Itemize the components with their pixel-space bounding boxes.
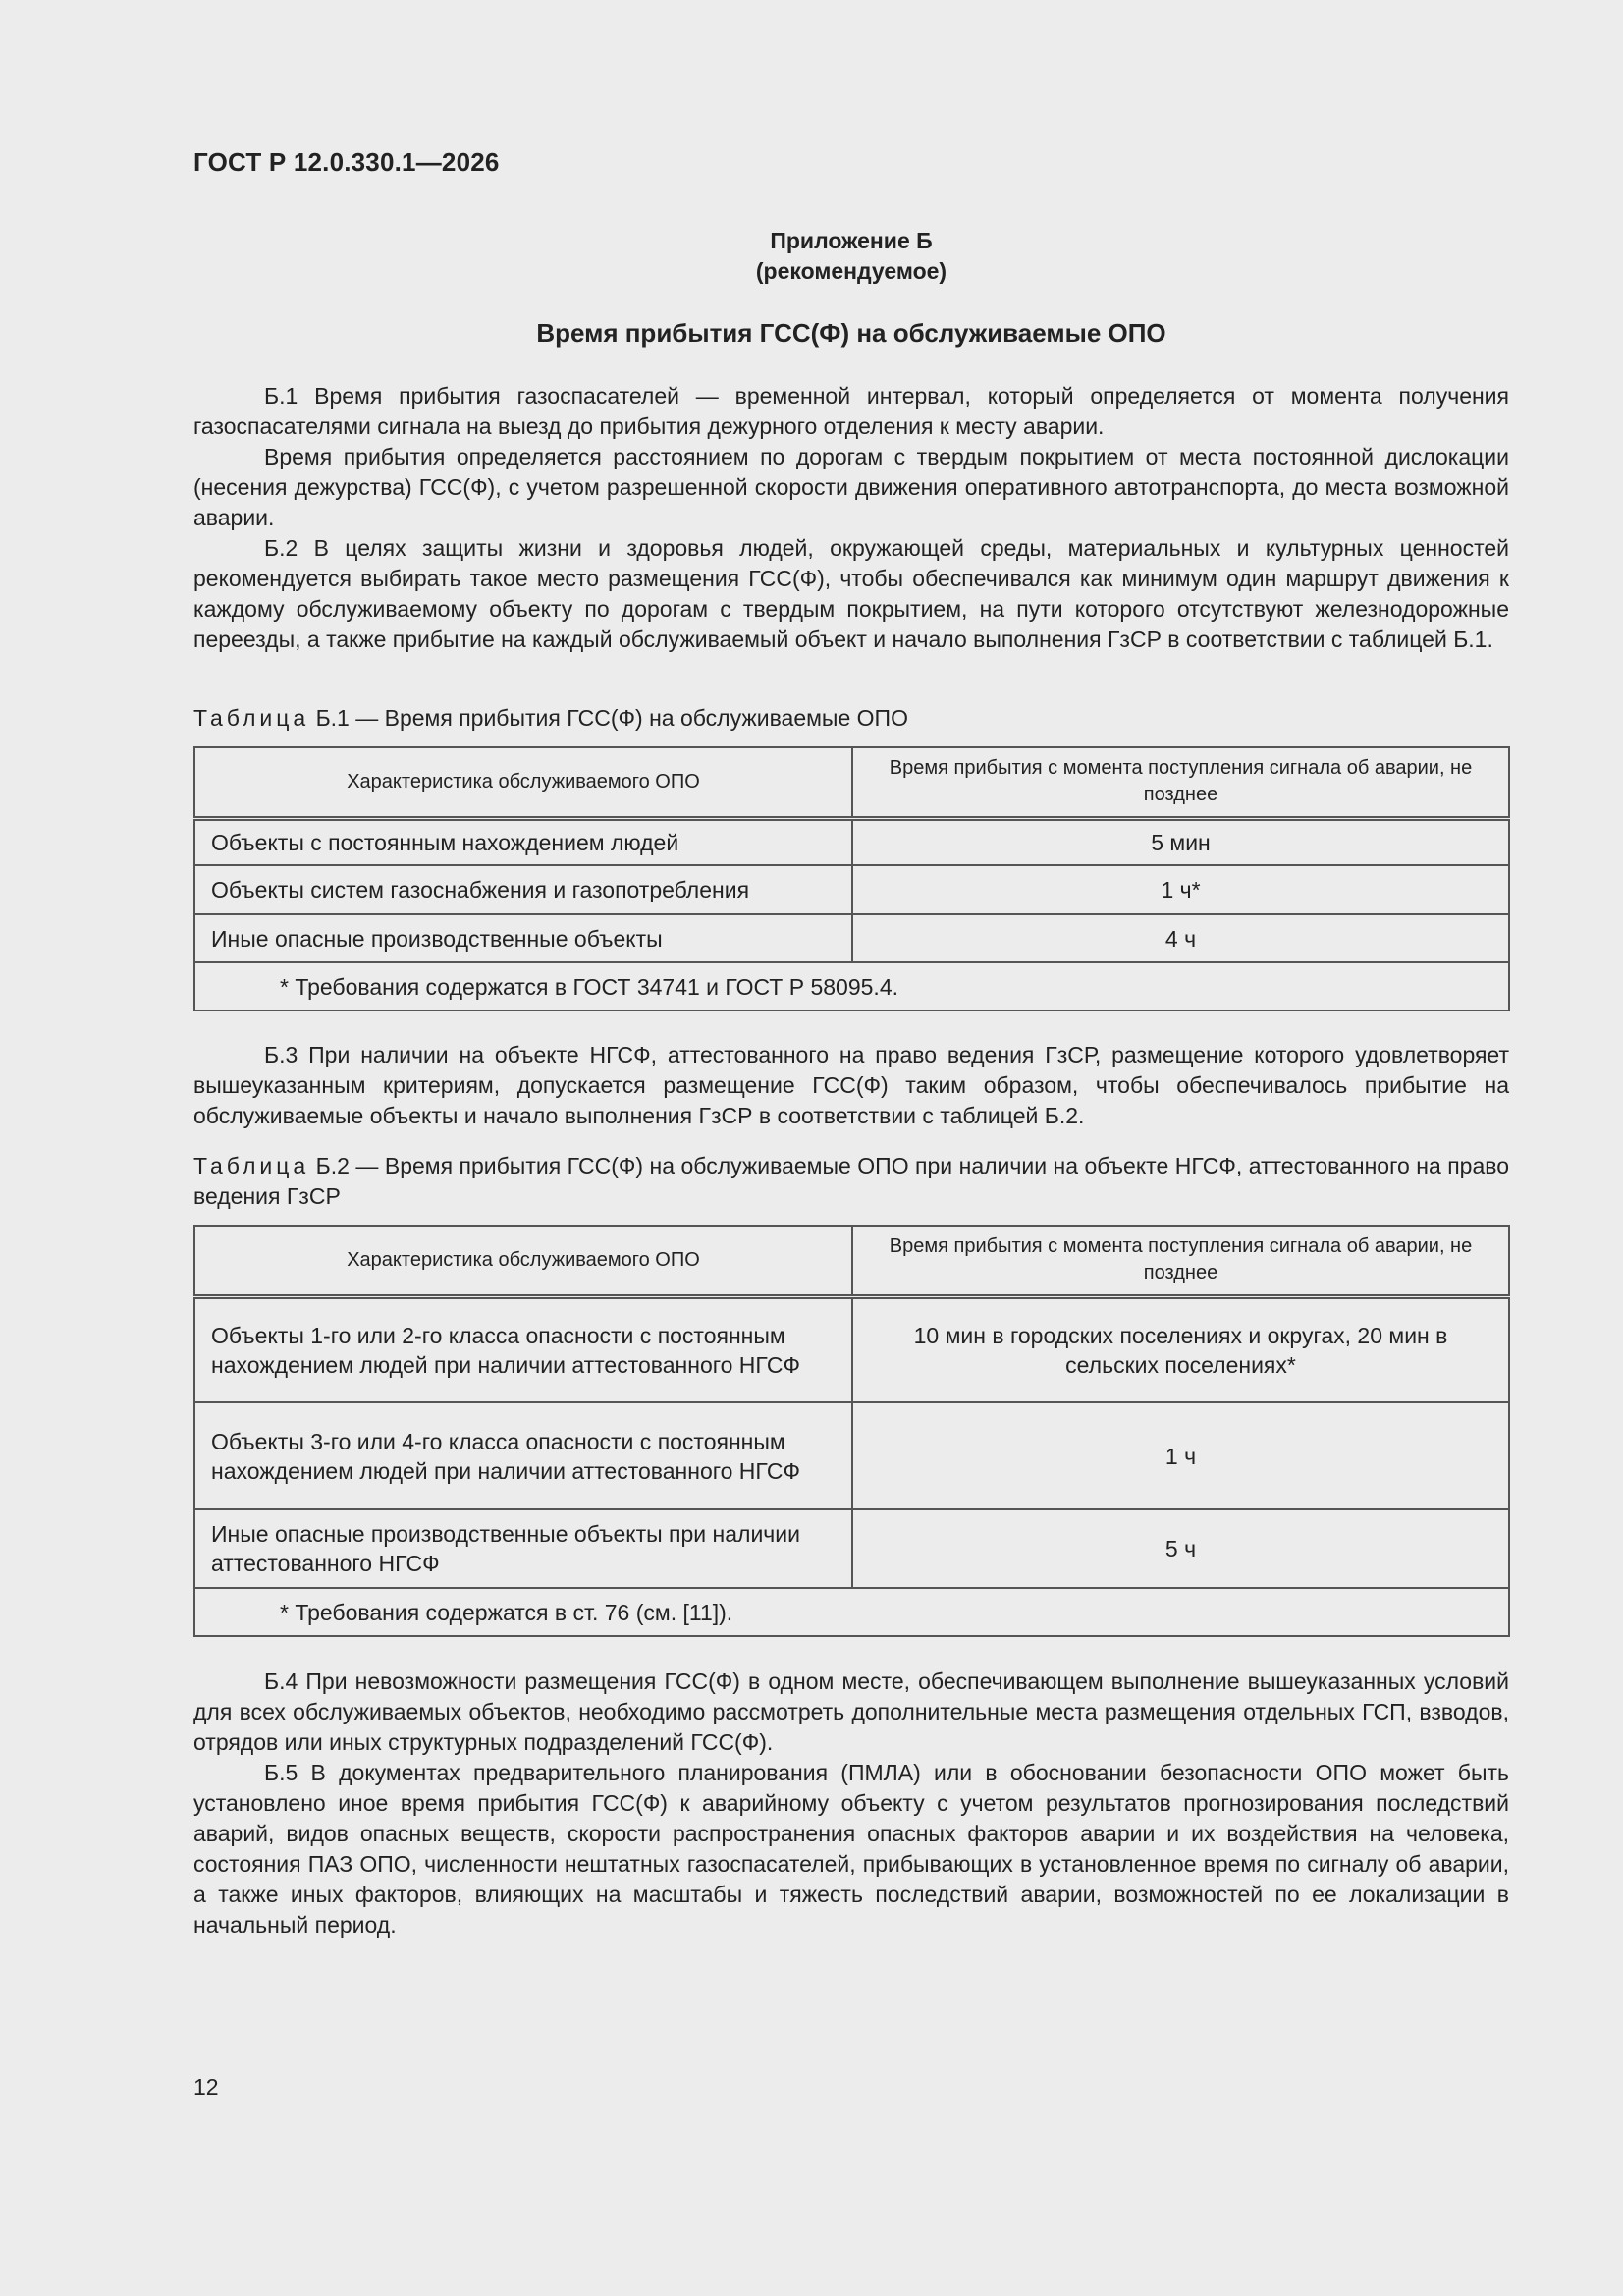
table-note-row — [194, 962, 1509, 1011]
table-header-arrival-time: Время прибытия с момента поступления сигнала об аварии, не позднее — [852, 1226, 1509, 1296]
table-header-characteristic: Характеристика обслуживаемого ОПО — [194, 1226, 852, 1296]
paragraph-b4: Б.4 При невозможности размещения ГСС(Ф) в одном месте, обеспечивающем выполнение вышеуказанных условий для всех обслуживаемых объектов, необходимо рассмотреть дополнительные места размещения отдельных ГСП, взводов, отрядов или иных структурных подразделений ГСС(Ф). — [193, 1668, 1509, 1755]
table-header-characteristic: Характеристика обслуживаемого ОПО — [194, 747, 852, 818]
table2-caption-prefix: Таблица — [193, 1153, 310, 1178]
table-cell-time: 5 мин — [852, 818, 1509, 865]
page-number: 12 — [193, 2074, 219, 2100]
table-header-row — [194, 1226, 1509, 1296]
table-row — [194, 1402, 1509, 1509]
table1-caption-prefix: Таблица — [193, 705, 310, 731]
table-b2 — [193, 1225, 1510, 1637]
table-note: * Требования содержатся в ст. 76 (см. [11]). — [194, 1588, 1509, 1636]
table-cell-time: 1 ч* — [852, 865, 1509, 914]
table-row — [194, 1509, 1509, 1588]
paragraph-b1: Б.1 Время прибытия газоспасателей — временной интервал, который определяется от момента получения газоспасателями сигнала на выезд до прибытия дежурного отделения к месту аварии. — [193, 383, 1509, 439]
table-row — [194, 1296, 1509, 1402]
appendix-heading — [193, 226, 1509, 287]
table-row — [194, 818, 1509, 865]
section-title: Время прибытия ГСС(Ф) на обслуживаемые ОПО — [536, 318, 1166, 348]
paragraph-b2: Б.2 В целях защиты жизни и здоровья людей, окружающей среды, материальных и культурных ценностей рекомендуется выбирать такое место размещения ГСС(Ф), чтобы обеспечивался как минимум один маршрут движения к каждому обслуживаемому объекту по дорогам с твердым покрытием, на пути которого отсутствуют железнодорожные переезды, а также прибытие на каждый обслуживаемый объект и начало выполнения ГзСР в соответствии с таблицей Б.1. — [193, 535, 1509, 652]
appendix-title: Приложение Б — [770, 228, 933, 253]
appendix-subtitle: (рекомендуемое) — [755, 258, 947, 284]
table2-caption — [193, 1151, 1509, 1212]
table-note: * Требования содержатся в ГОСТ 34741 и ГОСТ Р 58095.4. — [194, 962, 1509, 1011]
table-note-row — [194, 1588, 1509, 1636]
table-cell-object: Иные опасные производственные объекты — [194, 914, 852, 962]
paragraphs-b1-b2 — [193, 381, 1509, 655]
table-cell-object: Объекты 3-го или 4-го класса опасности с постоянным нахождением людей при наличии аттестованного НГСФ — [194, 1402, 852, 1509]
table-header-row — [194, 747, 1509, 818]
table-cell-time: 5 ч — [852, 1509, 1509, 1588]
document-code: ГОСТ Р 12.0.330.1—2026 — [193, 147, 500, 177]
table-cell-time: 4 ч — [852, 914, 1509, 962]
table-header-arrival-time: Время прибытия с момента поступления сигнала об аварии, не позднее — [852, 747, 1509, 818]
paragraph-b1-cont: Время прибытия определяется расстоянием по дорогам с твердым покрытием от места постоянной дислокации (несения дежурства) ГСС(Ф), с учетом разрешенной скорости движения оперативного автотранспорта, до места возможной аварии. — [193, 444, 1509, 530]
table-cell-object: Иные опасные производственные объекты при наличии аттестованного НГСФ — [194, 1509, 852, 1588]
paragraph-b3-block — [193, 1040, 1509, 1131]
table1-caption-text: Б.1 — Время прибытия ГСС(Ф) на обслуживаемые ОПО — [309, 705, 908, 731]
table2-caption-text: Б.2 — Время прибытия ГСС(Ф) на обслуживаемые ОПО при наличии на объекте НГСФ, аттестованного на право ведения ГзСР — [193, 1153, 1509, 1209]
table-cell-time: 1 ч — [852, 1402, 1509, 1509]
paragraphs-b4-b5 — [193, 1667, 1509, 1941]
table-cell-time: 10 мин в городских поселениях и округах, 20 мин в сельских поселениях* — [852, 1296, 1509, 1402]
table-cell-object: Объекты 1-го или 2-го класса опасности с постоянным нахождением людей при наличии аттестованного НГСФ — [194, 1296, 852, 1402]
paragraph-b5: Б.5 В документах предварительного планирования (ПМЛА) или в обосновании безопасности ОПО может быть установлено иное время прибытия ГСС(Ф) к аварийному объекту с учетом результатов прогнозирования последствий аварий, видов опасных веществ, скорости распространения опасных факторов аварии и их воздействия на человека, состояния ПАЗ ОПО, численности нештатных газоспасателей, прибывающих в установленное время по сигналу об аварии, а также иных факторов, влияющих на масштабы и тяжесть последствий аварии, возможностей по ее локализации в начальный период. — [193, 1760, 1509, 1938]
table1-caption — [193, 703, 1509, 734]
table-row — [194, 865, 1509, 914]
table-cell-object: Объекты с постоянным нахождением людей — [194, 818, 852, 865]
table-b1 — [193, 746, 1510, 1011]
table-cell-object: Объекты систем газоснабжения и газопотребления — [194, 865, 852, 914]
table-row — [194, 914, 1509, 962]
paragraph-b3: Б.3 При наличии на объекте НГСФ, аттестованного на право ведения ГзСР, размещение которого удовлетворяет вышеуказанным критериям, допускается размещение ГСС(Ф) таким образом, чтобы обеспечивалось прибытие на обслуживаемые объекты и начало выполнения ГзСР в соответствии с таблицей Б.2. — [193, 1042, 1509, 1128]
